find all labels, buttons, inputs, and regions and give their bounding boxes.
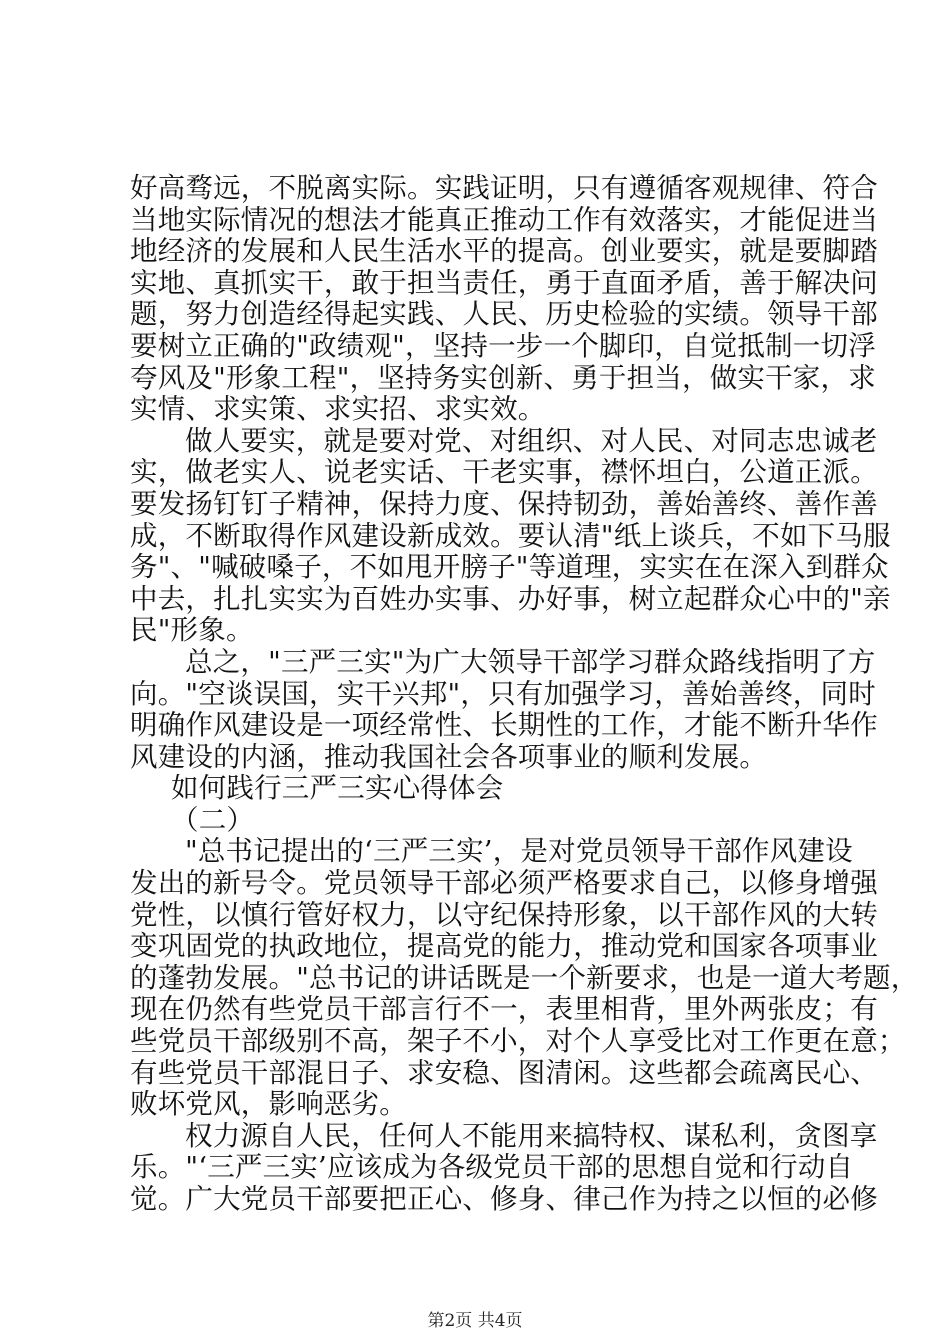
text-line: 党性，以慎行管好权力，以守纪保持形象，以干部作风的大转: [130, 898, 878, 931]
page-number: 第2页 共4页: [427, 1311, 523, 1331]
text-line: 觉。广大党员干部要把正心、修身、律己作为持之以恒的必修: [130, 1183, 878, 1215]
text-line: 明确作风建设是一项经常性、长期性的工作，才能不断升华作: [130, 709, 878, 742]
text-line: 务"、"喊破嗓子，不如甩开膀子"等道理，实实在在深入到群众: [130, 551, 889, 584]
document-body: [130, 172, 919, 1216]
text-line: 变巩固党的执政地位，提高党的能力，推动党和国家各项事业: [130, 930, 878, 963]
text-line: 有些党员干部混日子、求安稳、图清闲。这些都会疏离民心、: [130, 1056, 878, 1089]
text-line: 的蓬勃发展。"总书记的讲话既是一个新要求，也是一道大考题，: [130, 961, 919, 994]
text-line: 中去，扎扎实实为百姓办实事、办好事，树立起群众心中的"亲: [130, 582, 891, 615]
text-line: 实，做老实人、说老实话、干老实事，襟怀坦白，公道正派。: [130, 456, 878, 489]
text-line: 要树立正确的"政绩观"，坚持一步一个脚印，自觉抵制一切浮: [130, 329, 876, 362]
text-line: 现在仍然有些党员干部言行不一，表里相背，里外两张皮；有: [130, 993, 878, 1026]
text-line: 要发扬钉钉子精神，保持力度、保持韧劲，善始善终、善作善: [130, 487, 878, 520]
text-line: 乐。"‘三严三实’应该成为各级党员干部的思想自觉和行动自: [130, 1151, 854, 1184]
page-footer: [0, 1306, 950, 1331]
section-heading: 如何践行三严三实心得体会: [171, 772, 504, 805]
paragraph-start-line: 总之，"三严三实"为广大领导干部学习群众路线指明了方: [185, 645, 876, 678]
text-line: 风建设的内涵，推动我国社会各项事业的顺利发展。: [130, 740, 768, 773]
text-line: 发出的新号令。党员领导干部必须严格要求自己，以修身增强: [130, 867, 878, 900]
text-line: 败坏党风，影响恶劣。: [130, 1088, 407, 1121]
text-line: 实地、真抓实干，敢于担当责任，勇于直面矛盾，善于解决问: [130, 266, 878, 299]
text-line: 地经济的发展和人民生活水平的提高。创业要实，就是要脚踏: [130, 235, 878, 268]
text-line: 实情、求实策、求实招、求实效。: [130, 393, 546, 426]
text-line: 成，不断取得作风建设新成效。要认清"纸上谈兵，不如下马服: [130, 519, 891, 552]
text-line: 当地实际情况的想法才能真正推动工作有效落实，才能促进当: [130, 203, 878, 236]
section-number: （二）: [171, 803, 255, 836]
text-line: 民"形象。: [130, 614, 254, 647]
text-line: 好高骛远，不脱离实际。实践证明，只有遵循客观规律、符合: [130, 172, 878, 204]
text-line: 夸风及"形象工程"，坚持务实创新、勇于担当，做实干家，求: [130, 361, 876, 394]
paragraph-start-line: "总书记提出的‘三严三实’，是对党员领导干部作风建设: [185, 835, 853, 868]
text-line: 些党员干部级别不高，架子不小，对个人享受比对工作更在意；: [130, 1025, 906, 1058]
text-line: 向。"空谈误国，实干兴邦"，只有加强学习，善始善终，同时: [130, 677, 876, 710]
text-line: 题，努力创造经得起实践、人民、历史检验的实绩。领导干部: [130, 298, 878, 331]
paragraph-start-line: 做人要实，就是要对党、对组织、对人民、对同志忠诚老: [185, 424, 878, 457]
paragraph-start-line: 权力源自人民，任何人不能用来搞特权、谋私利，贪图享: [185, 1119, 878, 1152]
